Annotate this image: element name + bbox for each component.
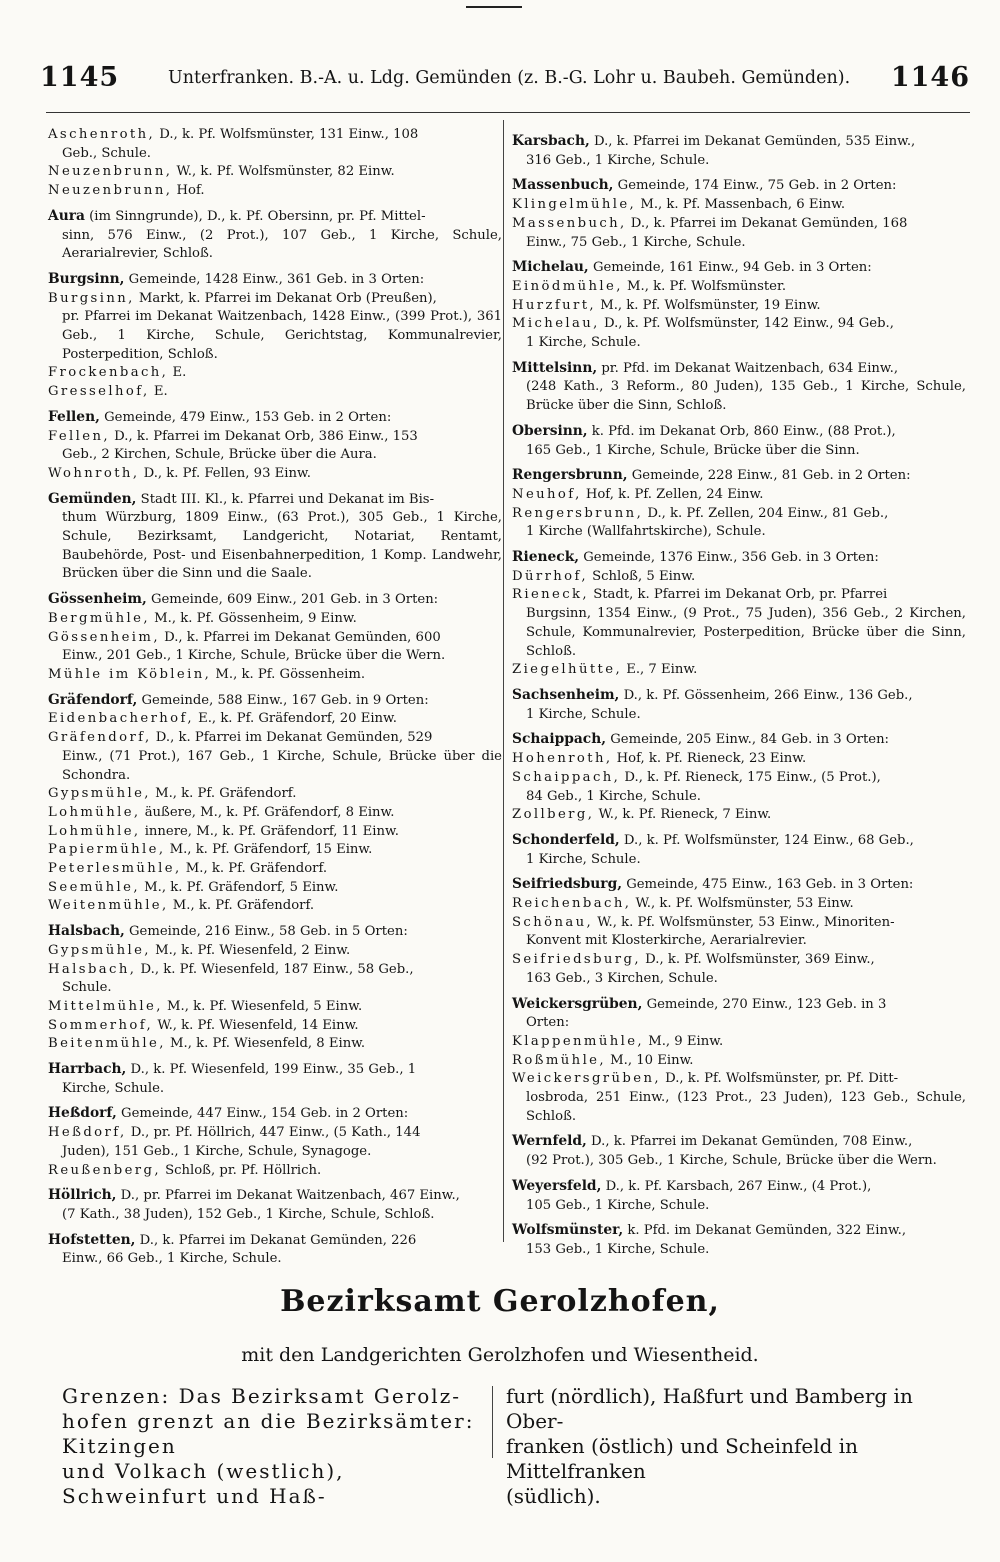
entry-description: D., k. Pf. Wolfsmünster, 369 Einw.,: [640, 952, 875, 968]
entry-continuation: 84 Geb., 1 Kirche, Schule.: [526, 788, 701, 804]
entry-place-name: Karsbach,: [512, 133, 590, 149]
entry-continuation: Einw., 201 Geb., 1 Kirche, Schule, Brücke über die Wern.: [62, 648, 446, 664]
entry-place-name: Roßmühle,: [512, 1052, 606, 1068]
gemeinde-entry: [512, 132, 966, 170]
entry-description: Hof, k. Pf. Rieneck, 23 Einw.: [612, 751, 807, 767]
entry-place-name: Gössenheim,: [48, 629, 160, 645]
entry-continuation: (92 Prot.), 305 Geb., 1 Kirche, Schule, Brücke über die Wern.: [526, 1153, 937, 1169]
entry-place-name: Seifriedsburg,: [512, 876, 623, 893]
ort-entry: [48, 729, 502, 785]
gemeinde-entry: [48, 1231, 502, 1269]
entry-place-name: Seemühle,: [48, 879, 140, 895]
ort-entry: [512, 661, 966, 680]
entry-place-name: Mühle im Köblein,: [48, 666, 212, 682]
ort-entry: [48, 942, 502, 961]
entry-place-name: Weickersgrüben,: [512, 995, 643, 1012]
entry-description: k. Pfd. im Dekanat Orb, 860 Einw., (88 Prot.),: [587, 423, 896, 439]
gemeinde-entry: [512, 1177, 966, 1215]
entry-place-name: Schönau,: [512, 914, 594, 930]
entry-description: Markt, k. Pfarrei im Dekanat Orb (Preußen),: [134, 290, 437, 306]
entry-description: D., k. Pf. Wolfsmünster, 131 Einw., 108: [155, 127, 419, 142]
grenzen-line: furt (nördlich), Haßfurt und Bamberg in Ober-: [506, 1384, 913, 1433]
entry-description: (im Sinngrunde), D., k. Pf. Obersinn, pr. Pf. Mittel-: [84, 208, 426, 224]
grenzen-right-text: [506, 1384, 960, 1509]
gemeinde-entry: [512, 359, 966, 416]
entry-description: D., k. Pf. Wiesenfeld, 199 Einw., 35 Geb., 1: [126, 1062, 417, 1078]
entry-continuation: Kirche, Schule.: [62, 1080, 165, 1096]
entry-description: M., k. Pf. Gräfendorf.: [181, 861, 328, 877]
entry-description: D., k. Pfarrei im Dekanat Gemünden, 600: [159, 629, 441, 645]
entry-continuation: Einw., 66 Geb., 1 Kirche, Schule.: [62, 1251, 282, 1267]
entry-description: M., k. Pf. Gräfendorf, 5 Einw.: [139, 879, 339, 895]
ort-entry: [48, 961, 502, 998]
ort-entry: [512, 586, 966, 661]
ort-entry: [48, 383, 502, 402]
entry-description: D., k. Pfarrei im Dekanat Orb, 386 Einw., 153: [109, 428, 418, 444]
gemeinde-entry: [48, 1186, 502, 1224]
entry-place-name: Reußenberg,: [48, 1162, 161, 1178]
ort-entry: [512, 951, 966, 988]
ort-entry: [48, 364, 502, 383]
entry-description: Hof.: [172, 183, 205, 199]
entry-description: D., k. Pfarrei im Dekanat Gemünden, 535 Einw.,: [589, 134, 916, 149]
ort-entry: [48, 666, 502, 685]
entry-description: Gemeinde, 228 Einw., 81 Geb. in 2 Orten:: [627, 468, 911, 484]
entry-place-name: Rieneck,: [512, 587, 590, 603]
entry-description: pr. Pfd. im Dekanat Waitzenbach, 634 Einw.,: [597, 360, 899, 376]
ort-entry: [48, 629, 502, 666]
entry-description: D., k. Pfarrei im Dekanat Gemünden, 708 Einw.,: [586, 1134, 913, 1150]
entry-place-name: Seifriedsburg,: [512, 952, 641, 968]
entry-description: Gemeinde, 475 Einw., 163 Geb. in 3 Orten:: [622, 877, 914, 893]
entry-place-name: Massenbuch,: [512, 177, 614, 194]
gemeinde-entry: [512, 176, 966, 196]
ort-entry: [48, 1162, 502, 1181]
ort-entry: [512, 568, 966, 587]
entry-continuation: losbroda, 251 Einw., (123 Prot., 23 Juden), 123 Geb., Schule, Schloß.: [526, 1090, 966, 1124]
ort-entry: [48, 465, 502, 484]
entry-description: W., k. Pf. Rieneck, 7 Einw.: [594, 807, 772, 823]
entry-continuation: 1 Kirche, Schule.: [526, 706, 641, 722]
entry-place-name: Wernfeld,: [512, 1133, 587, 1150]
ort-entry: [48, 1035, 502, 1054]
column-divider: [503, 120, 504, 1242]
ort-entry: [48, 428, 502, 465]
entry-place-name: Fellen,: [48, 408, 100, 425]
entry-description: Schloß, 5 Einw.: [587, 568, 696, 584]
entry-place-name: Burgsinn,: [48, 270, 125, 287]
entry-description: M., k. Pf. Gössenheim.: [211, 666, 366, 682]
entry-place-name: Mittelsinn,: [512, 359, 598, 376]
entry-place-name: Hohenroth,: [512, 751, 613, 767]
entry-place-name: Michelau,: [512, 316, 600, 332]
ort-entry: [512, 1052, 966, 1071]
grenzen-divider: [492, 1386, 493, 1458]
entry-description: E.: [149, 384, 168, 400]
ort-entry: [48, 610, 502, 629]
entry-place-name: Weyersfeld,: [512, 1177, 602, 1194]
ort-entry: [512, 1070, 966, 1126]
entry-place-name: Sachsenheim,: [512, 686, 620, 703]
gemeinde-entry: [48, 590, 502, 610]
gemeinde-entry: [48, 691, 502, 711]
entry-description: M., k. Pf. Massenbach, 6 Einw.: [636, 197, 846, 213]
entry-place-name: Gypsmühle,: [48, 942, 151, 958]
entry-place-name: Sommerhof,: [48, 1017, 154, 1033]
entry-place-name: Aura: [48, 207, 85, 224]
entry-description: M., k. Pf. Gräfendorf.: [168, 898, 315, 914]
entry-continuation: Geb., 2 Kirchen, Schule, Brücke über die Aura.: [62, 447, 377, 463]
entry-description: M., k. Pf. Wiesenfeld, 5 Einw.: [162, 998, 363, 1014]
entry-continuation: 153 Geb., 1 Kirche, Schule.: [526, 1241, 710, 1257]
ort-entry: [48, 182, 502, 201]
entry-description: E., k. Pf. Gräfendorf, 20 Einw.: [193, 711, 397, 727]
entry-description: M., 9 Einw.: [644, 1033, 724, 1049]
entry-description: D., k. Pf. Fellen, 93 Einw.: [139, 465, 311, 481]
entry-place-name: Lohmühle,: [48, 823, 141, 839]
entry-description: M., k. Pf. Gräfendorf, 15 Einw.: [165, 842, 373, 858]
grenzen-line: hofen grenzt an die Bezirksämter: Kitzingen: [62, 1409, 475, 1458]
ort-entry: [48, 841, 502, 860]
entry-place-name: Wohnroth,: [48, 465, 140, 481]
gemeinde-entry: [512, 466, 966, 486]
entry-continuation: 163 Geb., 3 Kirchen, Schule.: [526, 970, 718, 986]
entry-continuation: Konvent mit Klosterkirche, Aerarialrevier.: [526, 933, 807, 949]
ort-entry: [48, 804, 502, 823]
entry-place-name: Eidenbacherhof,: [48, 711, 194, 727]
entry-place-name: Gresselhof,: [48, 384, 150, 400]
entry-description: D., k. Pfarrei im Dekanat Gemünden, 168: [626, 215, 908, 231]
entry-continuation: pr. Pfarrei im Dekanat Waitzenbach, 1428 Einw., (399 Prot.), 361 Geb., 1 Kirche, Schule, Gerichtstag, Kommunalrevier, Posterpedition, Schloß.: [62, 309, 502, 362]
entry-continuation: Geb., Schule.: [62, 145, 151, 161]
entry-description: Gemeinde, 270 Einw., 123 Geb. in 3: [642, 996, 887, 1012]
entry-place-name: Schaippach,: [512, 769, 621, 785]
entry-place-name: Rieneck,: [512, 549, 580, 566]
gemeinde-entry: [512, 258, 966, 278]
entry-place-name: Gypsmühle,: [48, 786, 151, 802]
gemeinde-entry: [48, 922, 502, 942]
entry-place-name: Gräfendorf,: [48, 691, 138, 708]
entry-description: D., k. Pfarrei im Dekanat Gemünden, 226: [135, 1232, 417, 1248]
gemeinde-entry: [48, 207, 502, 264]
entry-place-name: Weitenmühle,: [48, 898, 169, 914]
entry-place-name: Gemünden,: [48, 490, 137, 507]
entry-place-name: Rengersbrunn,: [512, 467, 628, 484]
entry-place-name: Rengersbrunn,: [512, 505, 644, 521]
entry-place-name: Reichenbach,: [512, 896, 632, 912]
page-number-left: 1145: [40, 62, 120, 93]
ort-entry: [48, 710, 502, 729]
grenzen-line: und Volkach (westlich), Schweinfurt und Haß-: [62, 1459, 345, 1508]
entry-description: M., k. Pf. Wolfsmünster, 19 Einw.: [596, 297, 821, 313]
entry-place-name: Wolfsmünster,: [512, 1222, 624, 1239]
entry-description: W., k. Pf. Wiesenfeld, 14 Einw.: [153, 1017, 359, 1033]
entry-description: M., k. Pf. Gräfendorf.: [150, 786, 297, 802]
entry-description: D., k. Pf. Wolfsmünster, pr. Pf. Ditt-: [660, 1071, 899, 1087]
entry-place-name: Weickersgrüben,: [512, 1071, 661, 1087]
entry-description: D., k. Pfarrei im Dekanat Gemünden, 529: [151, 730, 433, 746]
gemeinde-entry: [512, 875, 966, 895]
ort-entry: [512, 315, 966, 352]
left-column: [48, 126, 502, 1269]
entry-continuation: 165 Geb., 1 Kirche, Schule, Brücke über die Sinn.: [526, 442, 860, 458]
grenzen-line: (südlich).: [506, 1484, 601, 1508]
entry-place-name: Zollberg,: [512, 807, 595, 823]
ort-entry: [512, 1033, 966, 1052]
entry-place-name: Ziegelhütte,: [512, 662, 623, 678]
ort-entry: [48, 1017, 502, 1036]
right-column: [512, 126, 966, 1260]
entry-place-name: Dürrhof,: [512, 568, 588, 584]
entry-place-name: Gössenheim,: [48, 591, 147, 608]
entry-continuation: Burgsinn, 1354 Einw., (9 Prot., 75 Juden), 356 Geb., 2 Kirchen, Schule, Kommunalrevier, Posterpedition, Brücke über die Sinn, Schloß.: [526, 606, 966, 659]
entry-place-name: Fellen,: [48, 428, 110, 444]
entry-description: D., k. Pf. Karsbach, 267 Einw., (4 Prot.),: [601, 1178, 872, 1194]
ort-entry: [48, 998, 502, 1017]
ort-entry: [512, 895, 966, 914]
grenzen-left-text: [62, 1384, 482, 1509]
entry-place-name: Papiermühle,: [48, 842, 166, 858]
entry-place-name: Peterlesmühle,: [48, 861, 182, 877]
ort-entry: [512, 297, 966, 316]
entry-continuation: Einw., 75 Geb., 1 Kirche, Schule.: [526, 234, 746, 250]
entry-place-name: Neuzenbrunn,: [48, 183, 173, 199]
gemeinde-entry: [512, 1132, 966, 1170]
gemeinde-entry: [48, 1104, 502, 1124]
entry-place-name: Obersinn,: [512, 422, 588, 439]
ort-entry: [48, 126, 502, 163]
entry-place-name: Beitenmühle,: [48, 1036, 166, 1052]
entry-place-name: Frockenbach,: [48, 365, 169, 381]
gemeinde-entry: [512, 1221, 966, 1259]
ort-entry: [512, 486, 966, 505]
page-header: [40, 62, 970, 98]
entry-description: M., k. Pf. Wolfsmünster.: [622, 278, 787, 294]
entry-description: D., k. Pf. Rieneck, 175 Einw., (5 Prot.),: [620, 769, 881, 785]
entry-place-name: Bergmühle,: [48, 610, 150, 626]
ort-entry: [512, 806, 966, 825]
entry-description: D., k. Pf. Wolfsmünster, 142 Einw., 94 Geb.,: [599, 316, 894, 332]
entry-place-name: Klingelmühle,: [512, 197, 637, 213]
entry-description: M., k. Pf. Wiesenfeld, 2 Einw.: [150, 942, 351, 958]
ort-entry: [512, 769, 966, 806]
entry-description: Gemeinde, 588 Einw., 167 Geb. in 9 Orten:: [137, 692, 429, 708]
entry-place-name: Massenbuch,: [512, 215, 627, 231]
entry-description: M., k. Pf. Wiesenfeld, 8 Einw.: [165, 1036, 366, 1052]
entry-continuation: (248 Kath., 3 Reform., 80 Juden), 135 Geb., 1 Kirche, Schule, Brücke über die Sinn, Schloß.: [526, 379, 966, 414]
entry-description: Hof, k. Pf. Zellen, 24 Einw.: [581, 486, 764, 502]
page-running-title: Unterfranken. B.-A. u. Ldg. Gemünden (z. B.-G. Lohr u. Baubeh. Gemünden).: [168, 68, 851, 88]
entry-description: Gemeinde, 479 Einw., 153 Geb. in 2 Orten:: [99, 409, 392, 425]
ort-entry: [512, 278, 966, 297]
entry-place-name: Einödmühle,: [512, 278, 623, 294]
entry-description: innere, M., k. Pf. Gräfendorf, 11 Einw.: [140, 823, 399, 839]
entry-description: D., k. Pf. Wiesenfeld, 187 Einw., 58 Geb.,: [136, 961, 414, 977]
ort-entry: [48, 163, 502, 182]
entry-description: Stadt III. Kl., k. Pfarrei und Dekanat im Bis-: [136, 491, 435, 507]
entry-place-name: Harrbach,: [48, 1061, 127, 1078]
entry-place-name: Hofstetten,: [48, 1231, 136, 1248]
page-number-right: 1146: [890, 62, 970, 93]
entry-place-name: Heßdorf,: [48, 1105, 117, 1122]
entry-continuation: Schule.: [62, 980, 112, 996]
entry-description: Gemeinde, 161 Einw., 94 Geb. in 3 Orten:: [588, 260, 872, 276]
gemeinde-entry: [512, 422, 966, 460]
entry-continuation: Juden), 151 Geb., 1 Kirche, Schule, Synagoge.: [62, 1143, 372, 1159]
entry-description: W., k. Pf. Wolfsmünster, 82 Einw.: [172, 164, 395, 180]
entry-description: Gemeinde, 1376 Einw., 356 Geb. in 3 Orten:: [579, 550, 879, 566]
entry-description: Gemeinde, 447 Einw., 154 Geb. in 2 Orten:: [116, 1106, 409, 1122]
entry-place-name: Michelau,: [512, 259, 589, 276]
gemeinde-entry: [512, 730, 966, 750]
entry-place-name: Neuzenbrunn,: [48, 164, 173, 180]
entry-place-name: Lohmühle,: [48, 804, 141, 820]
ort-entry: [48, 860, 502, 879]
ort-entry: [48, 290, 502, 365]
ort-entry: [48, 785, 502, 804]
gemeinde-entry: [48, 408, 502, 428]
entry-continuation: Einw., (71 Prot.), 167 Geb., 1 Kirche, Schule, Brücke über die Schondra.: [62, 748, 502, 783]
entry-continuation: (7 Kath., 38 Juden), 152 Geb., 1 Kirche, Schule, Schloß.: [62, 1206, 435, 1222]
section-subtitle: mit den Landgerichten Gerolzhofen und Wiesentheid.: [241, 1344, 759, 1366]
section-title: Bezirksamt Gerolzhofen,: [280, 1284, 720, 1319]
entry-place-name: Heßdorf,: [48, 1125, 127, 1141]
ort-entry: [512, 505, 966, 542]
entry-place-name: Höllrich,: [48, 1187, 117, 1204]
gemeinde-entry: [512, 686, 966, 724]
gemeinde-entry: [48, 270, 502, 290]
entry-continuation: sinn, 576 Einw., (2 Prot.), 107 Geb., 1 Kirche, Schule, Aerarialrevier, Schloß.: [62, 227, 502, 262]
gemeinde-entry: [48, 490, 502, 585]
ort-entry: [48, 897, 502, 916]
entry-description: Gemeinde, 205 Einw., 84 Geb. in 3 Orten:: [606, 732, 890, 748]
entry-description: Gemeinde, 174 Einw., 75 Geb. in 2 Orten:: [613, 178, 897, 194]
entry-description: W., k. Pf. Wolfsmünster, 53 Einw., Minoriten-: [593, 914, 895, 930]
entry-place-name: Halsbach,: [48, 961, 137, 977]
entry-description: Gemeinde, 609 Einw., 201 Geb. in 3 Orten:: [146, 592, 439, 608]
entry-description: D., pr. Pf. Höllrich, 447 Einw., (5 Kath., 144: [126, 1125, 421, 1141]
entry-continuation: 316 Geb., 1 Kirche, Schule.: [526, 152, 710, 168]
entry-place-name: Gräfendorf,: [48, 730, 152, 746]
entry-description: äußere, M., k. Pf. Gräfendorf, 8 Einw.: [140, 804, 395, 820]
gemeinde-entry: [512, 548, 966, 568]
entry-place-name: Halsbach,: [48, 923, 125, 940]
entry-description: E.: [168, 365, 187, 381]
ort-entry: [512, 215, 966, 252]
entry-continuation: thum Würzburg, 1809 Einw., (63 Prot.), 305 Geb., 1 Kirche, Schule, Bezirksamt, Landgericht, Notariat, Rentamt, Baubehörde, Post- und Eisenbahnerpedition, 1 Komp. Landwehr, Brücken über die Sinn und die Saale.: [62, 510, 502, 582]
grenzen-line: Grenzen: Das Bezirksamt Gerolz-: [62, 1384, 461, 1408]
entry-description: k. Pfd. im Dekanat Gemünden, 322 Einw.,: [623, 1223, 907, 1239]
entry-place-name: Hurzfurt,: [512, 297, 597, 313]
entry-place-name: Burgsinn,: [48, 290, 135, 306]
entry-place-name: Schaippach,: [512, 731, 607, 748]
ort-entry: [512, 196, 966, 215]
entry-place-name: Klappenmühle,: [512, 1033, 645, 1049]
top-rule-mark: [466, 0, 522, 8]
entry-description: Gemeinde, 216 Einw., 58 Geb. in 5 Orten:: [124, 924, 408, 940]
entry-continuation: 1 Kirche, Schule.: [526, 335, 641, 351]
entry-place-name: Schonderfeld,: [512, 831, 620, 848]
entry-description: D., k. Pf. Wolfsmünster, 124 Einw., 68 Geb.,: [619, 832, 914, 848]
ort-entry: [48, 879, 502, 898]
entry-continuation: 1 Kirche, Schule.: [526, 851, 641, 867]
entry-description: Gemeinde, 1428 Einw., 361 Geb. in 3 Orten:: [124, 271, 425, 287]
entry-continuation: 1 Kirche (Wallfahrtskirche), Schule.: [526, 524, 766, 540]
entry-description: D., k. Pf. Gössenheim, 266 Einw., 136 Geb.,: [619, 687, 913, 703]
entry-description: M., 10 Einw.: [605, 1052, 694, 1068]
entry-description: E., 7 Einw.: [622, 662, 698, 678]
gemeinde-entry: [512, 995, 966, 1033]
grenzen-line: franken (östlich) und Scheinfeld in Mittelfranken: [506, 1434, 859, 1483]
entry-continuation: 105 Geb., 1 Kirche, Schule.: [526, 1197, 710, 1213]
entry-description: D., k. Pf. Zellen, 204 Einw., 81 Geb.,: [643, 505, 889, 521]
entry-description: M., k. Pf. Gössenheim, 9 Einw.: [149, 610, 357, 626]
entry-continuation: Orten:: [526, 1015, 570, 1031]
entry-place-name: Mittelmühle,: [48, 998, 163, 1014]
entry-description: W., k. Pf. Wolfsmünster, 53 Einw.: [631, 896, 854, 912]
header-rule: [46, 112, 970, 113]
entry-description: Schloß, pr. Pf. Höllrich.: [160, 1162, 322, 1178]
ort-entry: [48, 1124, 502, 1161]
entry-place-name: Neuhof,: [512, 486, 582, 502]
gemeinde-entry: [512, 831, 966, 869]
ort-entry: [512, 914, 966, 951]
entry-description: D., pr. Pfarrei im Dekanat Waitzenbach, 467 Einw.,: [116, 1188, 460, 1204]
gemeinde-entry: [48, 1060, 502, 1098]
entry-place-name: Aschenroth,: [48, 127, 156, 142]
entry-description: Stadt, k. Pfarrei im Dekanat Orb, pr. Pfarrei: [589, 587, 888, 603]
ort-entry: [512, 750, 966, 769]
ort-entry: [48, 823, 502, 842]
